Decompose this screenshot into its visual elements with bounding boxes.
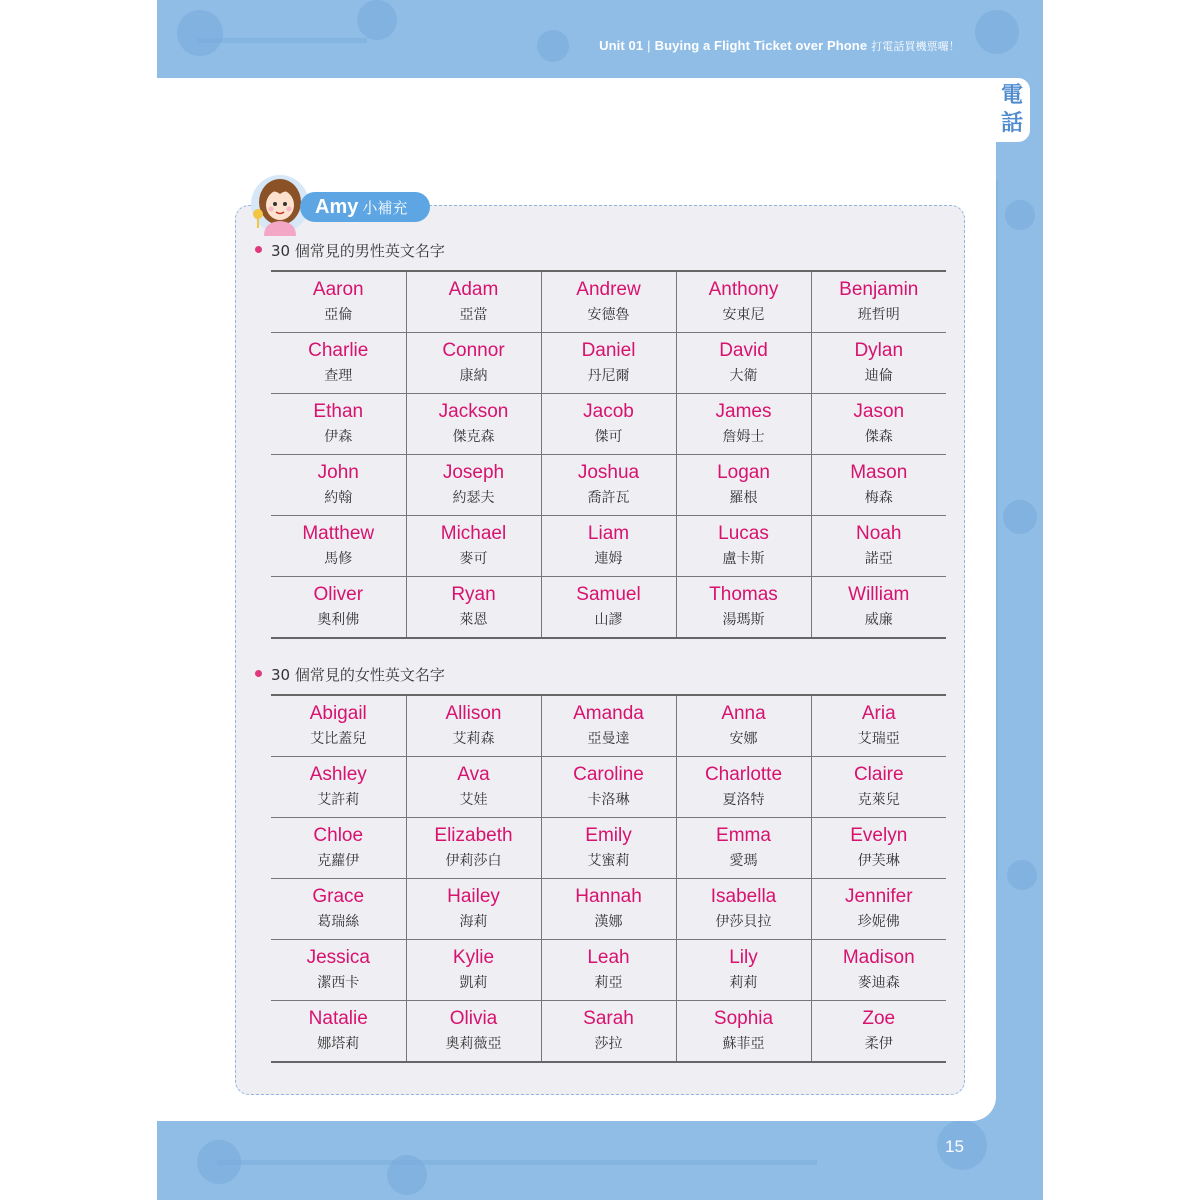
english-name: Connor	[442, 340, 505, 361]
decorative-dot	[975, 10, 1019, 54]
chinese-name: 威廉	[864, 612, 893, 628]
name-cell	[541, 757, 676, 818]
english-name: Dylan	[854, 340, 904, 361]
chinese-name: 莎拉	[594, 1036, 623, 1052]
table-row	[271, 271, 946, 333]
amy-supplement-badge	[300, 192, 430, 222]
name-cell	[811, 1001, 946, 1063]
chinese-name: 萊恩	[459, 612, 488, 628]
male-names-heading	[255, 240, 445, 261]
english-name: Ethan	[313, 401, 364, 422]
chinese-name: 艾比蓋兒	[310, 731, 367, 747]
decorative-dot	[1007, 860, 1037, 890]
chinese-name: 馬修	[324, 551, 353, 567]
chinese-name: 柔伊	[864, 1036, 893, 1052]
name-cell	[676, 940, 811, 1001]
name-cell	[541, 940, 676, 1001]
name-cell	[541, 455, 676, 516]
name-cell	[676, 818, 811, 879]
chinese-name: 傑森	[864, 429, 893, 445]
chinese-name: 安德魯	[587, 307, 630, 323]
name-cell	[811, 577, 946, 639]
english-name: Ashley	[309, 764, 367, 785]
table-row	[271, 879, 946, 940]
name-cell	[541, 879, 676, 940]
running-header	[599, 38, 960, 54]
table-row	[271, 818, 946, 879]
name-cell	[541, 516, 676, 577]
english-name: Jacob	[583, 401, 634, 422]
female-names-title: 30 個常見的女性英文名字	[271, 666, 445, 684]
name-cell	[811, 757, 946, 818]
chinese-name: 伊芙琳	[857, 853, 900, 869]
chinese-name: 愛瑪	[729, 853, 758, 869]
english-name: Elizabeth	[434, 825, 513, 846]
chinese-name: 艾娃	[459, 792, 488, 808]
chinese-name: 山謬	[594, 612, 623, 628]
name-cell	[271, 818, 406, 879]
chinese-name: 迪倫	[864, 368, 893, 384]
chinese-name: 湯瑪斯	[722, 612, 765, 628]
english-name: Hailey	[447, 886, 500, 907]
name-cell	[271, 394, 406, 455]
chinese-name: 麥迪森	[857, 975, 900, 991]
english-name: Emily	[585, 825, 632, 846]
english-name: Daniel	[581, 340, 636, 361]
english-name: Charlie	[308, 340, 369, 361]
chinese-name: 伊森	[324, 429, 353, 445]
chinese-name: 莉莉	[729, 975, 758, 991]
chinese-name: 約瑟夫	[452, 490, 495, 506]
chinese-name: 丹尼爾	[587, 368, 630, 384]
name-cell	[676, 695, 811, 757]
english-name: John	[317, 462, 359, 483]
english-name: Claire	[853, 764, 904, 785]
english-name: Olivia	[449, 1008, 498, 1029]
chinese-name: 傑可	[594, 429, 623, 445]
english-name: Sophia	[713, 1008, 774, 1029]
english-name: Ava	[457, 764, 490, 785]
chinese-name: 伊莉莎白	[445, 853, 502, 869]
decorative-dot	[177, 10, 223, 56]
chinese-name: 亞曼達	[587, 731, 630, 747]
english-name: David	[719, 340, 768, 361]
header-separator: |	[647, 38, 651, 53]
name-cell	[406, 940, 541, 1001]
male-names-table	[271, 270, 946, 639]
name-cell	[676, 1001, 811, 1063]
name-cell	[406, 818, 541, 879]
name-cell	[406, 516, 541, 577]
english-name: Lily	[729, 947, 758, 968]
english-name: Noah	[856, 523, 902, 544]
chinese-name: 漢娜	[594, 914, 623, 930]
english-name: Natalie	[308, 1008, 368, 1029]
female-names-table	[271, 694, 946, 1063]
chinese-name: 詹姆士	[722, 429, 765, 445]
english-name: Evelyn	[850, 825, 908, 846]
badge-label: 小補充	[362, 199, 408, 217]
chinese-name: 康納	[459, 368, 488, 384]
chinese-name: 伊莎貝拉	[715, 914, 772, 930]
badge-name: Amy	[315, 196, 359, 218]
name-cell	[271, 757, 406, 818]
english-name: James	[715, 401, 772, 422]
unit-label: Unit 01	[599, 38, 644, 53]
name-cell	[406, 333, 541, 394]
chinese-name: 亞倫	[324, 307, 353, 323]
english-name: Ryan	[451, 584, 496, 605]
english-name: Zoe	[862, 1008, 896, 1029]
chinese-name: 娜塔莉	[317, 1036, 360, 1052]
english-name: Thomas	[709, 584, 778, 605]
english-name: Jennifer	[844, 886, 913, 907]
english-name: Anthony	[708, 279, 779, 300]
table-row	[271, 1001, 946, 1063]
table-row	[271, 940, 946, 1001]
chinese-name: 潔西卡	[317, 975, 360, 991]
name-cell	[271, 455, 406, 516]
chapter-side-tab: 電話	[994, 78, 1030, 142]
english-name: Joseph	[442, 462, 505, 483]
chinese-name: 麥可	[459, 551, 488, 567]
name-cell	[811, 879, 946, 940]
chinese-name: 艾瑞亞	[857, 731, 900, 747]
english-name: Jackson	[438, 401, 509, 422]
english-name: Lucas	[718, 523, 769, 544]
decorative-dot	[357, 0, 397, 40]
decorative-line	[217, 1160, 817, 1165]
chinese-name: 艾莉森	[452, 731, 495, 747]
name-cell	[406, 879, 541, 940]
table-row	[271, 695, 946, 757]
english-name: Jessica	[306, 947, 370, 968]
name-cell	[676, 516, 811, 577]
english-name: Samuel	[576, 584, 641, 605]
chinese-name: 班哲明	[857, 307, 900, 323]
name-cell	[541, 333, 676, 394]
chinese-name: 亞當	[459, 307, 488, 323]
name-cell	[406, 577, 541, 639]
chinese-name: 安東尼	[722, 307, 765, 323]
chinese-name: 卡洛琳	[587, 792, 630, 808]
english-name: Caroline	[573, 764, 644, 785]
chinese-name: 珍妮佛	[857, 914, 900, 930]
name-cell	[541, 695, 676, 757]
chinese-name: 諾亞	[864, 551, 893, 567]
female-names-heading	[255, 664, 445, 685]
name-cell	[541, 577, 676, 639]
english-name: Aria	[861, 703, 896, 724]
table-row	[271, 333, 946, 394]
english-name: Hannah	[575, 886, 642, 907]
table-row	[271, 455, 946, 516]
english-name: William	[848, 584, 910, 605]
chinese-name: 盧卡斯	[722, 551, 765, 567]
table-row	[271, 757, 946, 818]
name-cell	[541, 394, 676, 455]
name-cell	[811, 940, 946, 1001]
chinese-name: 安娜	[729, 731, 758, 747]
name-cell	[811, 695, 946, 757]
page-number: 15	[945, 1137, 964, 1156]
decorative-dot	[537, 30, 569, 62]
english-name: Kylie	[452, 947, 495, 968]
name-cell	[271, 879, 406, 940]
english-name: Joshua	[577, 462, 640, 483]
name-cell	[271, 333, 406, 394]
chinese-name: 海莉	[459, 914, 488, 930]
name-cell	[406, 394, 541, 455]
name-cell	[676, 757, 811, 818]
chinese-name: 凱莉	[459, 975, 488, 991]
name-cell	[676, 394, 811, 455]
chinese-name: 艾許莉	[317, 792, 360, 808]
english-name: Emma	[716, 825, 771, 846]
english-name: Andrew	[576, 279, 641, 300]
name-cell	[271, 1001, 406, 1063]
male-names-title: 30 個常見的男性英文名字	[271, 242, 445, 260]
english-name: Michael	[440, 523, 507, 544]
decorative-dot	[1003, 500, 1037, 534]
name-cell	[271, 577, 406, 639]
chinese-name: 克萊兒	[857, 792, 900, 808]
chinese-name: 奧利佛	[317, 612, 360, 628]
english-name: Aaron	[312, 279, 364, 300]
english-name: Leah	[587, 947, 630, 968]
chinese-name: 約翰	[324, 490, 353, 506]
english-name: Allison	[445, 703, 502, 724]
chinese-name: 查理	[324, 368, 353, 384]
name-cell	[406, 695, 541, 757]
english-name: Isabella	[710, 886, 777, 907]
chinese-name: 莉亞	[594, 975, 623, 991]
name-cell	[271, 695, 406, 757]
name-cell	[541, 1001, 676, 1063]
chinese-name: 克蘿伊	[317, 853, 360, 869]
chinese-name: 艾蜜莉	[587, 853, 630, 869]
name-cell	[811, 455, 946, 516]
english-name: Madison	[842, 947, 915, 968]
english-name: Benjamin	[839, 279, 919, 300]
name-cell	[406, 271, 541, 333]
chinese-name: 夏洛特	[722, 792, 765, 808]
name-cell	[406, 1001, 541, 1063]
chinese-name: 梅森	[864, 490, 893, 506]
english-name: Adam	[448, 279, 499, 300]
name-cell	[676, 455, 811, 516]
name-cell	[676, 577, 811, 639]
english-name: Mason	[850, 462, 908, 483]
name-cell	[811, 271, 946, 333]
decorative-line	[197, 38, 367, 43]
name-cell	[406, 757, 541, 818]
name-cell	[676, 879, 811, 940]
name-cell	[811, 333, 946, 394]
chinese-name: 蘇菲亞	[722, 1036, 765, 1052]
chinese-name: 奧莉薇亞	[445, 1036, 502, 1052]
english-name: Liam	[587, 523, 630, 544]
english-name: Amanda	[573, 703, 644, 724]
english-name: Abigail	[309, 703, 367, 724]
chinese-name: 羅根	[729, 490, 758, 506]
chinese-name: 喬許瓦	[587, 490, 630, 506]
english-name: Oliver	[313, 584, 364, 605]
chinese-name: 連姆	[594, 551, 623, 567]
name-cell	[271, 940, 406, 1001]
table-row	[271, 577, 946, 639]
chinese-name: 傑克森	[452, 429, 495, 445]
bullet-dot	[255, 246, 262, 253]
table-row	[271, 516, 946, 577]
name-cell	[811, 516, 946, 577]
name-cell	[676, 333, 811, 394]
english-name: Anna	[721, 703, 766, 724]
chinese-name: 葛瑞絲	[317, 914, 360, 930]
english-name: Sarah	[583, 1008, 634, 1029]
unit-title-en: Buying a Flight Ticket over Phone	[654, 38, 868, 53]
decorative-dot	[1005, 200, 1035, 230]
english-name: Logan	[717, 462, 770, 483]
english-name: Matthew	[302, 523, 375, 544]
english-name: Jason	[853, 401, 905, 422]
english-name: Grace	[312, 886, 365, 907]
name-cell	[811, 394, 946, 455]
unit-title-zh: 打電話買機票囉！	[871, 40, 960, 53]
chinese-name: 大衛	[729, 368, 758, 384]
name-cell	[676, 271, 811, 333]
english-name: Chloe	[313, 825, 364, 846]
name-cell	[271, 516, 406, 577]
bullet-dot	[255, 670, 262, 677]
name-cell	[541, 818, 676, 879]
name-cell	[541, 271, 676, 333]
name-cell	[271, 271, 406, 333]
name-cell	[811, 818, 946, 879]
name-cell	[406, 455, 541, 516]
table-row	[271, 394, 946, 455]
english-name: Charlotte	[704, 764, 783, 785]
